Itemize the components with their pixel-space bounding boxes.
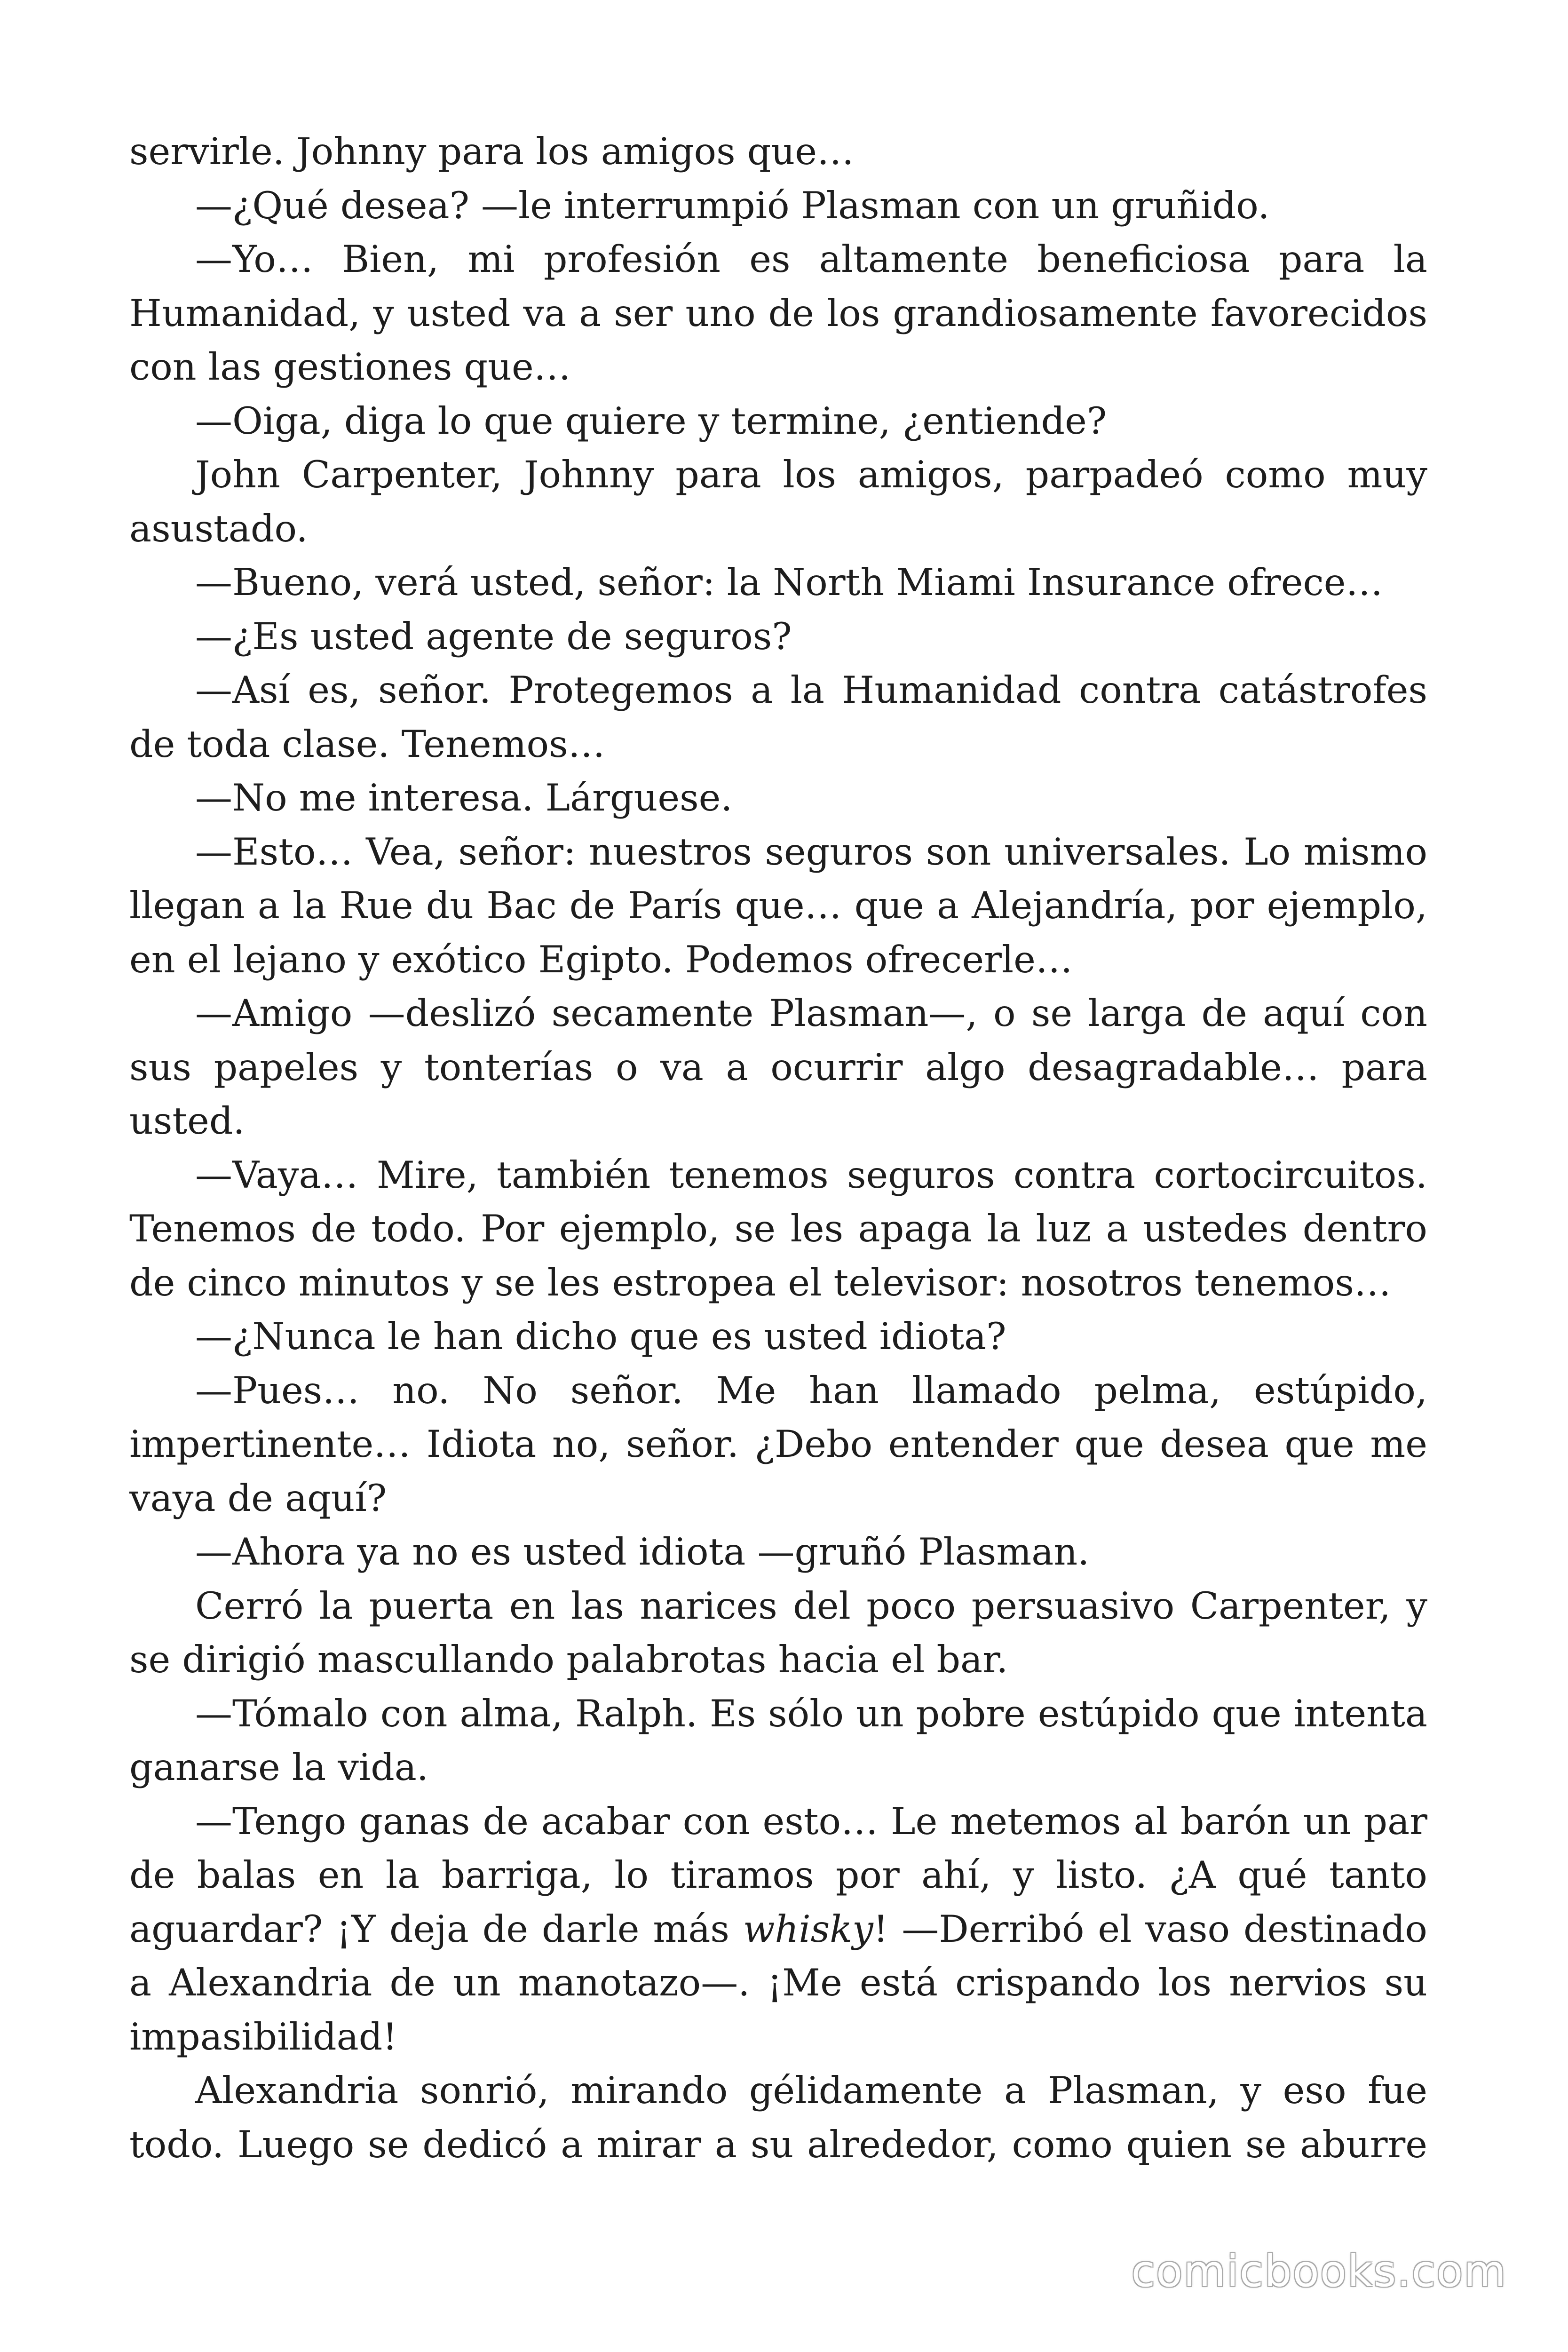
final-paragraph: Alexandria sonrió, mirando gélidamente a Plasman, y eso fue todo. Luego se dedicó a mirar a su alrededor, como quien se aburre [129, 2069, 1427, 2166]
paragraph: —¿Nunca le han dicho que es usted idiota? [195, 1315, 1006, 1358]
watermark: comicbooks.com [1131, 2246, 1507, 2296]
paragraph: —Oiga, diga lo que quiere y termine, ¿entiende? [195, 399, 1107, 443]
paragraph: —¿Qué desea? —le interrumpió Plasman con un gruñido. [195, 183, 1270, 227]
paragraph: —Vaya… Mire, también tenemos seguros contra cortocircuitos. Tenemos de todo. Por ejemplo, se les apaga la luz a ustedes dentro de cinco minutos y se les estropea el televisor: nosotros tenemos… [129, 1153, 1427, 1304]
paragraph: Cerró la puerta en las narices del poco persuasivo Carpenter, y se dirigió mascullando palabrotas hacia el bar. [129, 1584, 1427, 1681]
paragraph: servirle. Johnny para los amigos que… [129, 130, 854, 173]
emphasized-word: whisky [743, 1907, 873, 1951]
paragraph: —Yo… Bien, mi profesión es altamente beneficiosa para la Humanidad, y usted va a ser uno de los grandiosamente favorecidos con las gestiones que… [129, 238, 1427, 389]
paragraph: —Bueno, verá usted, señor: la North Miami Insurance ofrece… [195, 561, 1383, 604]
paragraph: —Pues… no. No señor. Me han llamado pelma, estúpido, impertinente… Idiota no, señor. ¿Debo entender que desea que me vaya de aquí? [129, 1368, 1427, 1520]
paragraph: —Tómalo con alma, Ralph. Es sólo un pobre estúpido que intenta ganarse la vida. [129, 1692, 1427, 1789]
paragraph: —Ahora ya no es usted idiota —gruñó Plasman. [195, 1530, 1090, 1573]
paragraph: —Así es, señor. Protegemos a la Humanidad contra catástrofes de toda clase. Tenemos… [129, 668, 1427, 766]
paragraph-text: —Tengo ganas de acabar con esto… Le metemos al barón un par de balas en la barriga, lo tiramos por ahí, y listo. ¿A qué tanto aguardar? ¡Y deja de darle más [129, 1799, 1427, 1951]
paragraph: —Esto… Vea, señor: nuestros seguros son universales. Lo mismo llegan a la Rue du Bac de París que… que a Alejandría, por ejemplo, en el lejano y exótico Egipto. Podemos ofrecerle… [129, 830, 1427, 981]
paragraph: John Carpenter, Johnny para los amigos, parpadeó como muy asustado. [129, 453, 1427, 550]
page-body [129, 125, 1427, 2171]
paragraph-with-emphasis [129, 1795, 1427, 2064]
paragraph: —¿Es usted agente de seguros? [195, 614, 792, 658]
paragraph: —Amigo —deslizó secamente Plasman—, o se larga de aquí con sus papeles y tonterías o va a ocurrir algo desagradable… para usted. [129, 992, 1427, 1143]
paragraph: —No me interesa. Lárguese. [195, 776, 733, 819]
paragraph-text: ! —Derribó el vaso destinado a Alexandria de un manotazo—. ¡Me está crispando los nervios su impasibilidad! [129, 1907, 1427, 2058]
